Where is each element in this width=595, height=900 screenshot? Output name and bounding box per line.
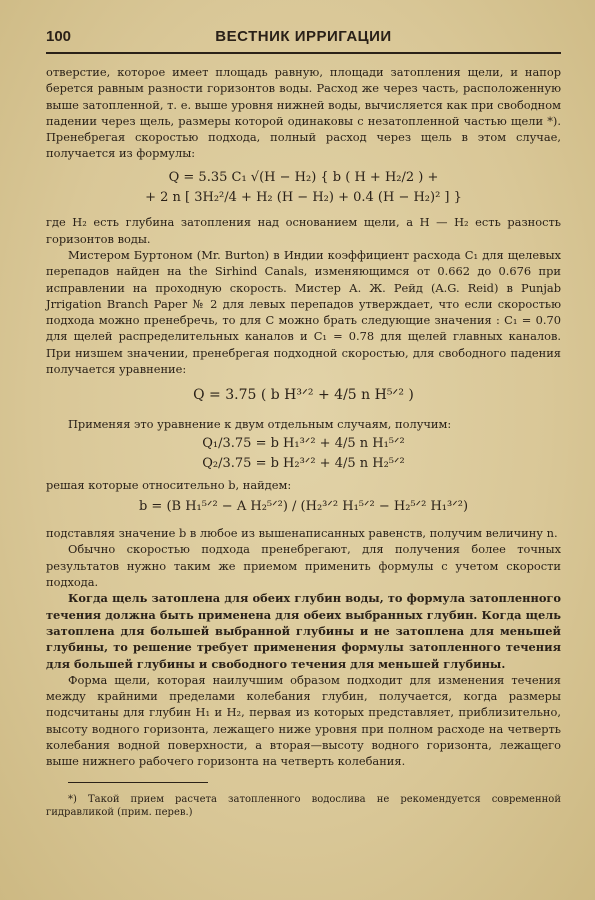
journal-title: ВЕСТНИК ИРРИГАЦИИ bbox=[215, 28, 392, 45]
paragraph: подставляя значение b в любое из вышенаписанных равенств, получим величину n. bbox=[46, 526, 558, 541]
running-header bbox=[46, 28, 561, 54]
paragraph: отверстие, которое имеет площадь равную, площади затопления щели, и напор берется равным разности горизонтов воды. Расход же через часть, расположенную выше затопленной, т. е. выше уровня нижней воды, вычисляется как при свободном падении через щель, размеры которой одинаковы с незатопленной частью щели *). Пренебрегая скоростью подхода, полный расход через щель в этом случае, получается из формулы: bbox=[46, 65, 561, 161]
formula-discharge-line-1: Q = 5.35 C₁ √(H − H₂) { b ( H + H₂/2 ) + bbox=[168, 169, 439, 185]
formula-b-solution: b = (B H₁⁵ᐟ² − A H₂⁵ᐟ²) / (H₂³ᐟ² H₁⁵ᐟ² − H₂⁵ᐟ² H₁³ᐟ²) bbox=[138, 498, 469, 514]
page-number: 100 bbox=[46, 28, 72, 45]
footnote-divider bbox=[68, 782, 208, 783]
formula-free-fall: Q = 3.75 ( b H³ᐟ² + 4/5 n H⁵ᐟ² ) bbox=[193, 387, 414, 404]
paragraph: где H₂ есть глубина затопления над основанием щели, а H — H₂ есть разность горизонтов воды. bbox=[46, 215, 561, 246]
paragraph: Когда щель затоплена для обеих глубин воды, то формула затопленного течения должна быть применена для обеих выбранных глубин. Когда щель затоплена для большей выбранной глубины и не затоплена для меньшей глубины, то решение требует применения формулы затопленного течения для большей глубины и свободного течения для меньшей глубины. bbox=[46, 591, 561, 671]
paragraph: Обычно скоростью подхода пренебрегают, для получения более точных результатов нужно таким же приемом применить формулы с учетом скорости подхода. bbox=[46, 542, 561, 590]
formula-discharge-line-2: + 2 n [ 3H₂²/4 + H₂ (H − H₂) + 0.4 (H − H₂)² ] } bbox=[145, 190, 462, 206]
paragraph: Применяя это уравнение к двум отдельным случаям, получим: bbox=[68, 416, 452, 431]
footnote: *) Такой прием расчета затопленного водослива не рекомендуется современной гидравликой (прим. перев.) bbox=[46, 793, 561, 819]
paragraph: Форма щели, которая наилучшим образом подходит для изменения течения между крайними пределами колебания глубин, получается, когда размеры подсчитаны для глубин H₁ и H₂, первая из которых представляет, приблизительно, высоту водного горизонта, лежащего ниже уровня при полном расходе на четверть колебания водной поверхности, а вторая—высоту водного горизонта, лежащего выше нижнего рабочего горизонта на четверть колебания. bbox=[46, 672, 561, 769]
paragraph: решая которые относительно b, найдем: bbox=[46, 477, 292, 492]
article-body bbox=[46, 64, 561, 770]
formula-case-1: Q₁/3.75 = b H₁³ᐟ² + 4/5 n H₁⁵ᐟ² bbox=[202, 435, 405, 451]
paragraph: Мистером Буртоном (Mr. Burton) в Индии коэффициент расхода C₁ для щелевых перепадов найден на the Sirhind Canals, изменяющимся от 0.662 до 0.676 при исправлении на проходную скорость. Мистер А. Ж. Рейд (A.G. Reid) в Punjab Jrrigation Branch Paper № 2 для левых перепадов утверждает, что если скоростью подхода можно пренебречь, то для C можно брать следующие значения : C₁ = 0.70 для щелей распределительных каналов и C₁ = 0.78 для щелей главных каналов. При низшем значении, пренебрегая подходной скоростью, для свободного падения получается уравнение: bbox=[46, 247, 561, 377]
formula-case-2: Q₂/3.75 = b H₂³ᐟ² + 4/5 n H₂⁵ᐟ² bbox=[202, 456, 405, 472]
